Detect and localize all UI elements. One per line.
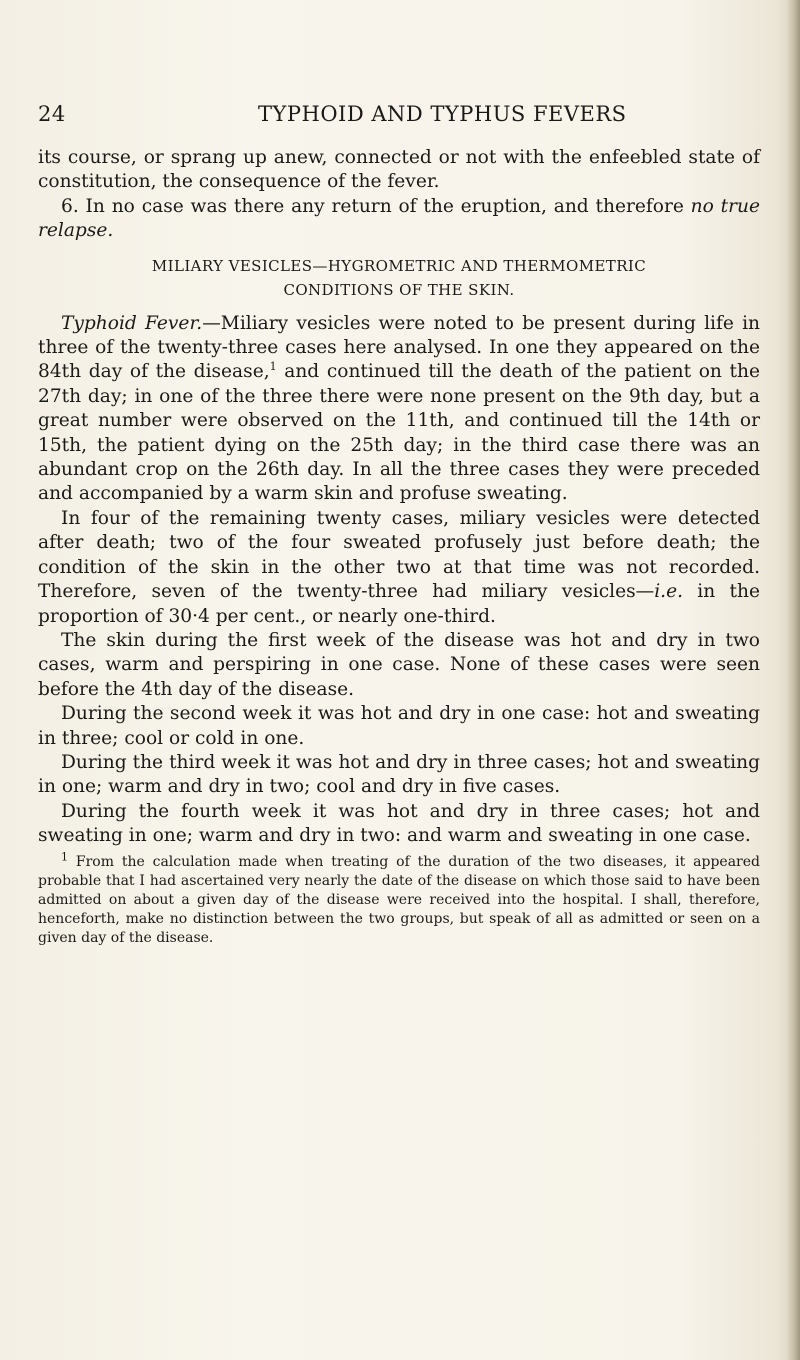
paragraph-remaining-cases — [38, 507, 760, 629]
paragraph-remaining-text-a: In four of the remaining twenty cases, miliary vesicles were detected after death; two of the four sweated profusely just before death; the condition of the skin in the other two at that time was not recorded. Therefore, seven of the twenty-three had miliary vesicles— — [38, 507, 760, 603]
paragraph-typhoid-text-b: and continued till the death of the patient on the 27th day; in one of the three there were none present on the 9th day, but a great number were observed on the 11th, and continued till the 14th or 15th, the patient dying on the 25th day; in the third case there was an abundant crop on the 26th day. In all the three cases they were preceded and accompanied by a warm skin and profuse sweating. — [38, 361, 760, 505]
paragraph-continuation: its course, or sprang up anew, connected or not with the enfeebled state of constitution, the consequence of the fever. — [38, 147, 760, 193]
running-title: TYPHOID AND TYPHUS FEVERS — [258, 102, 627, 126]
paragraph-first-week: The skin during the first week of the disease was hot and dry in two cases, warm and perspiring in one case. None of these cases were seen before the 4th day of the disease. — [38, 629, 760, 700]
paragraph-typhoid-text-a: —Miliary vesicles were noted to be present during life in three of the twenty-three cases here analysed. In one they appeared on the 84th day of the disease, — [38, 312, 761, 383]
paragraph-fourth-week: During the fourth week it was hot and dry in three cases; hot and sweating in one; warm and dry in two: and warm and sweating in one case. — [38, 800, 760, 847]
section-heading-line2: CONDITIONS OF THE SKIN. — [283, 280, 515, 299]
paragraph-second-week: During the second week it was hot and dry in one case: hot and sweating in three; cool or cold in one. — [38, 703, 760, 749]
section-heading — [38, 254, 760, 302]
paragraph-relapse-text: 6. In no case was there any return of the eruption, and therefore — [61, 195, 691, 217]
footnote-mark: 1 — [61, 849, 68, 863]
page-edge-shadow — [786, 0, 800, 1360]
paragraph-remaining-italic: i.e. — [654, 581, 683, 603]
footnote-reference: 1 — [269, 360, 277, 374]
footnote-text: From the calculation made when treating of the duration of the two diseases, it appeared probable that I had ascertained very nearly the date of the disease on which those said to have been admitted on about a given day of the disease were received into the hospital. I shall, therefore, henceforth, make no distinction between the two groups, but speak of all as admitted or seen on a given day of the disease. — [38, 853, 760, 946]
page-number: 24 — [38, 102, 66, 126]
page-header — [38, 102, 738, 132]
paragraph-typhoid-lead: Typhoid Fever. — [61, 312, 203, 334]
footnote — [38, 849, 760, 948]
paragraph-relapse — [38, 195, 760, 244]
paragraph-typhoid — [38, 312, 760, 507]
paragraph-relapse-italic: no true relapse. — [38, 195, 761, 242]
paragraph-third-week: During the third week it was hot and dry in three cases; hot and sweating in one; warm and dry in two; cool and dry in five cases. — [38, 751, 760, 798]
paragraph-remaining-text-b: in the proportion of 30·4 per cent., or nearly one-third. — [38, 581, 760, 627]
page-body — [38, 146, 760, 948]
section-heading-line1: MILIARY VESICLES—HYGROMETRIC AND THERMOMETRIC — [151, 256, 647, 275]
